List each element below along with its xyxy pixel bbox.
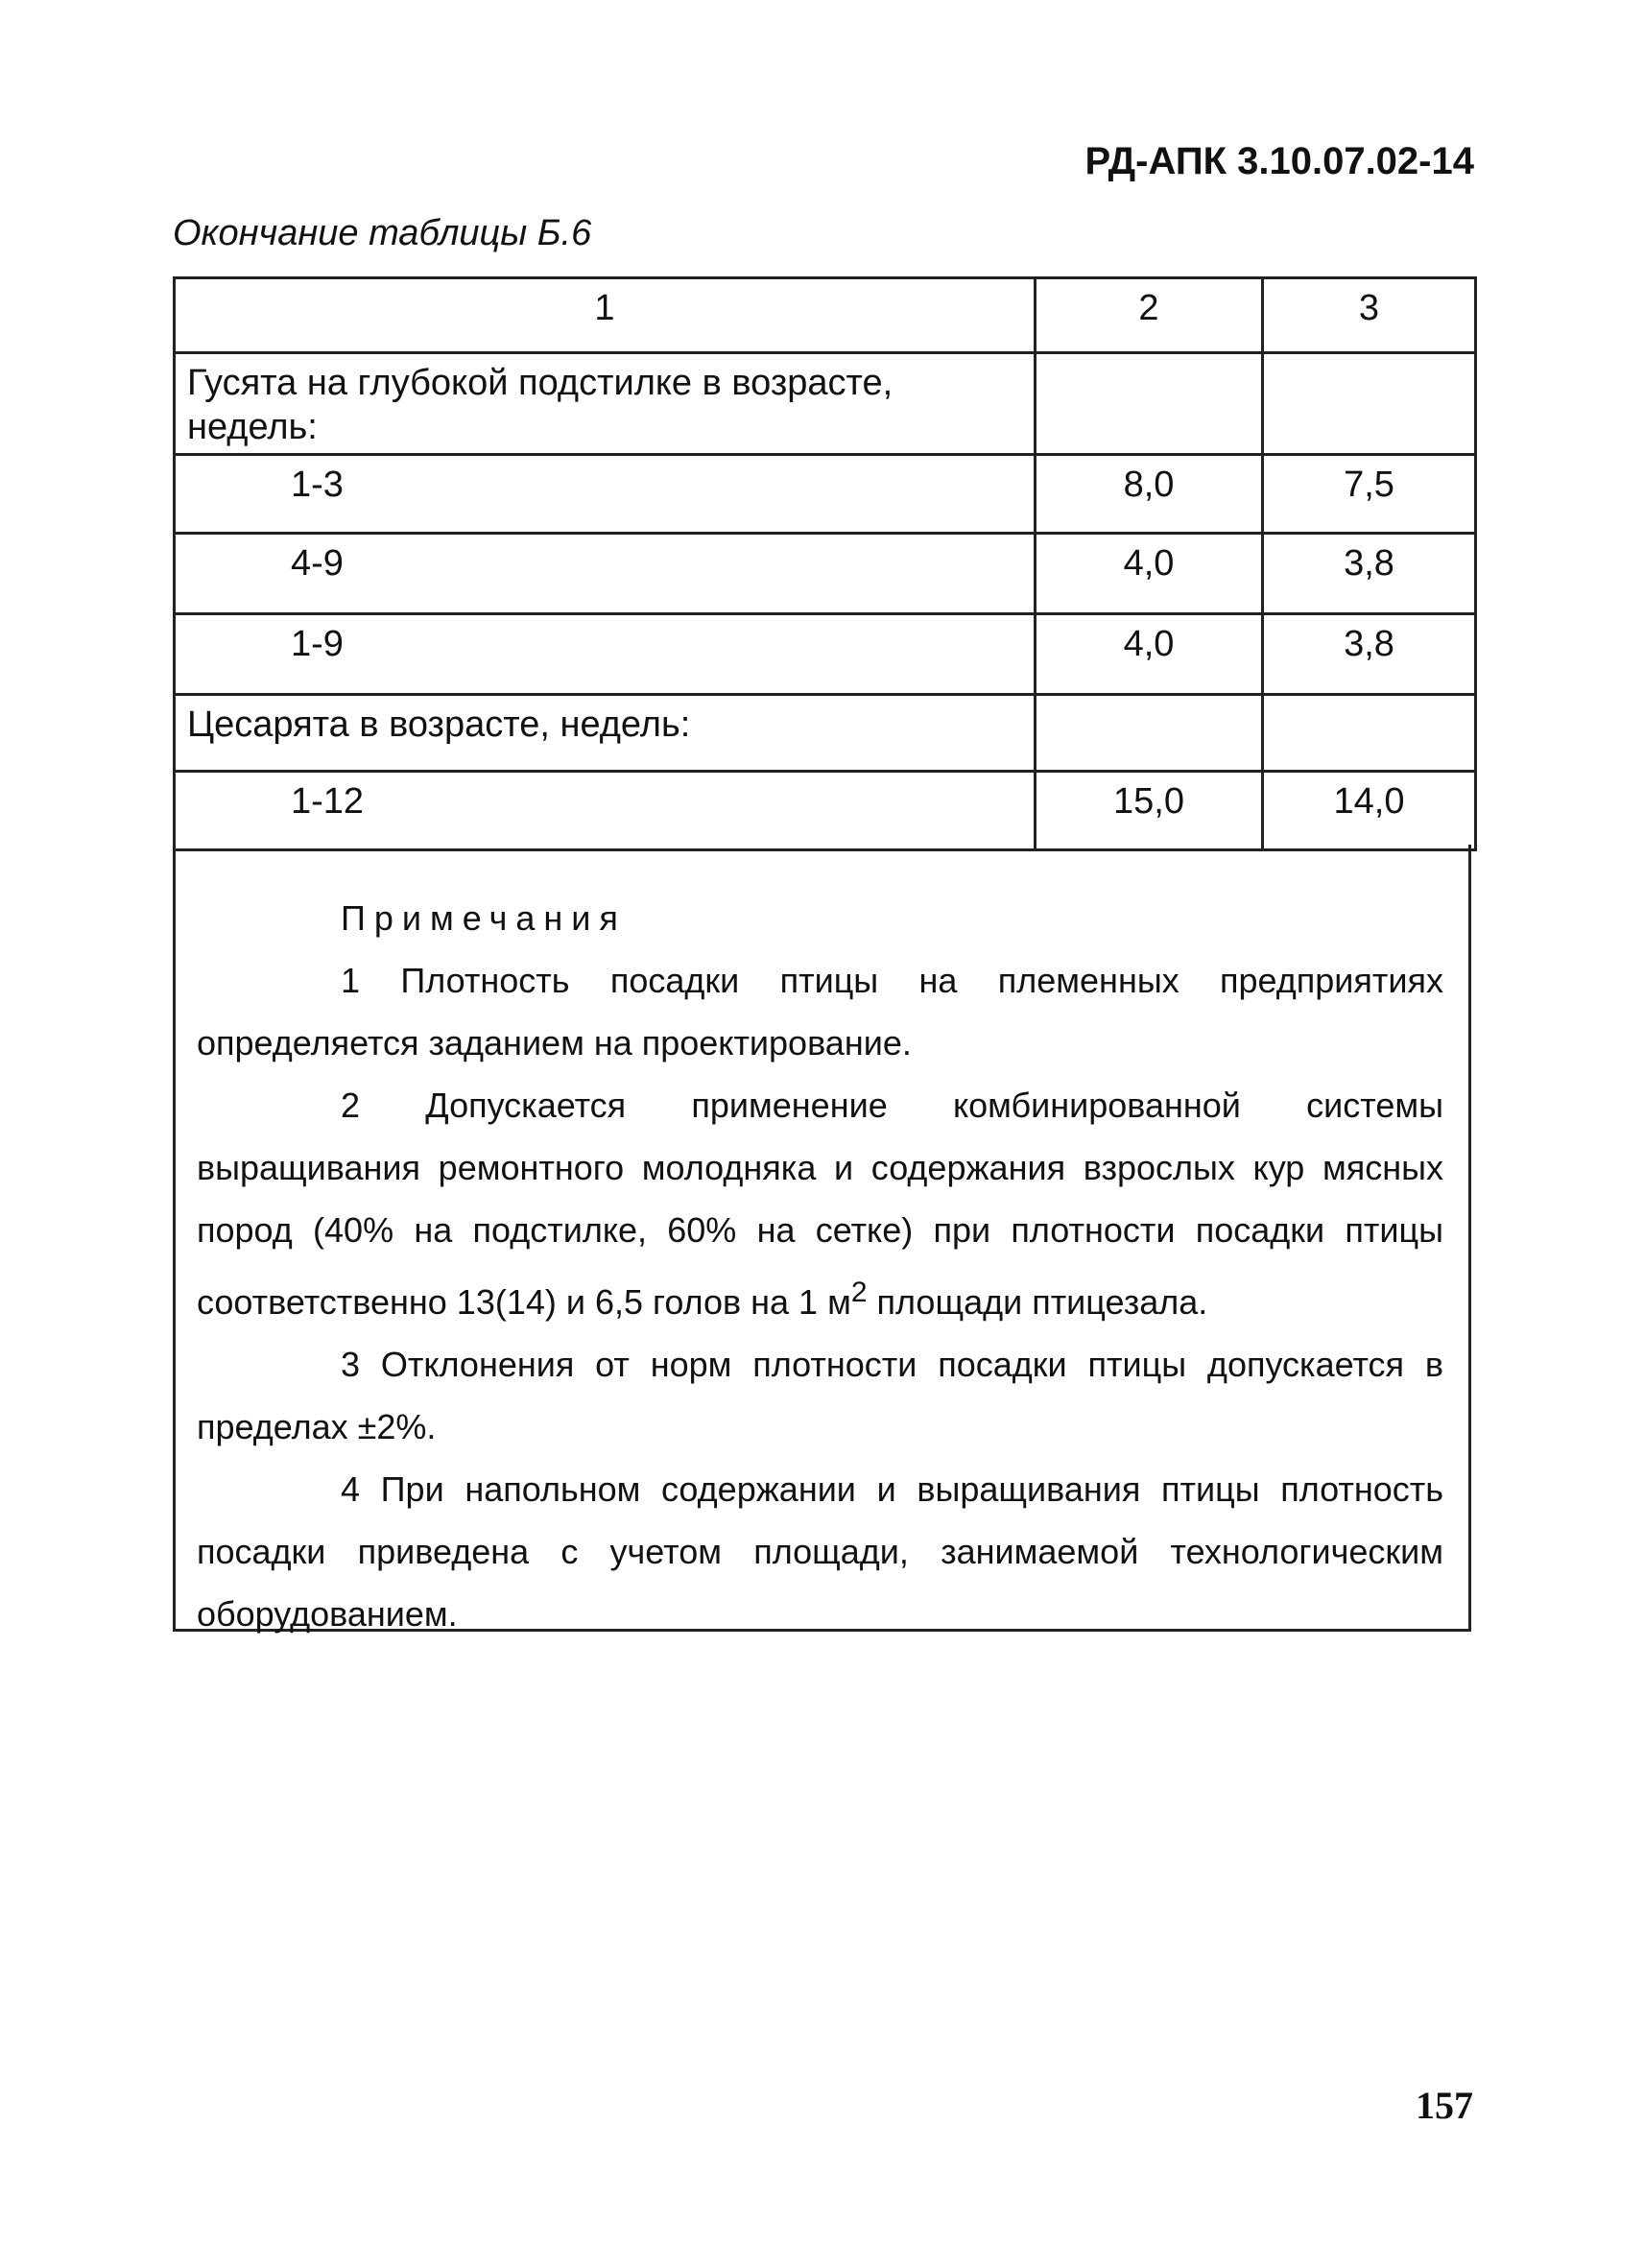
document-code: РД-АПК 3.10.07.02-14	[1084, 140, 1474, 182]
notes-block	[173, 845, 1471, 1632]
notes-title: Примечания	[341, 898, 627, 938]
row-value-2	[1036, 695, 1263, 772]
row-value-3: 7,5	[1263, 455, 1476, 534]
row-value-2	[1036, 353, 1263, 455]
row-value-2: 15,0	[1036, 772, 1263, 850]
row-label: 4-9	[175, 534, 1036, 614]
note-2-text-end: площади птицезала.	[867, 1282, 1208, 1322]
table-row	[175, 695, 1476, 772]
row-value-3	[1263, 353, 1476, 455]
row-value-3: 3,8	[1263, 534, 1476, 614]
row-label: 1-9	[175, 614, 1036, 695]
row-label: 1-12	[175, 772, 1036, 850]
row-label: 1-3	[175, 455, 1036, 534]
note-1: 1 Плотность посадки птицы на племенных предприятиях определяется заданием на проектирование.	[197, 961, 1443, 1062]
column-header-3: 3	[1263, 278, 1476, 353]
column-header-1: 1	[175, 278, 1036, 353]
table-caption: Окончание таблицы Б.6	[173, 213, 592, 253]
table-row	[175, 614, 1476, 695]
column-header-2: 2	[1036, 278, 1263, 353]
table-row	[175, 534, 1476, 614]
row-label: Цесарята в возрасте, недель:	[175, 695, 1036, 772]
row-value-2: 8,0	[1036, 455, 1263, 534]
row-label: Гусята на глубокой подстилке в возрасте, недель:	[175, 353, 1036, 455]
table-row	[175, 353, 1476, 455]
row-value-2: 4,0	[1036, 534, 1263, 614]
row-value-3: 14,0	[1263, 772, 1476, 850]
row-value-3: 3,8	[1263, 614, 1476, 695]
table-row	[175, 772, 1476, 850]
data-table	[173, 276, 1477, 851]
note-2-text: 2 Допускается применение комбинированной системы выращивания ремонтного молодняка и содержания взрослых кур мясных пород (40% на подстилке, 60% на сетке) при плотности посадки птицы соответственно 13(14) и 6,5 голов на 1 м	[197, 1086, 1443, 1322]
note-3: 3 Отклонения от норм плотности посадки птицы допускается в пределах ±2%.	[197, 1345, 1443, 1446]
row-value-2: 4,0	[1036, 614, 1263, 695]
table-row	[175, 455, 1476, 534]
row-value-3	[1263, 695, 1476, 772]
note-4: 4 При напольном содержании и выращивания птицы плотность посадки приведена с учетом площади, занимаемой технологическим оборудованием.	[197, 1469, 1443, 1634]
table-header-row	[175, 278, 1476, 353]
page-number: 157	[1416, 2084, 1473, 2127]
note-2-superscript: 2	[850, 1277, 868, 1308]
note-2	[197, 1074, 1443, 1333]
